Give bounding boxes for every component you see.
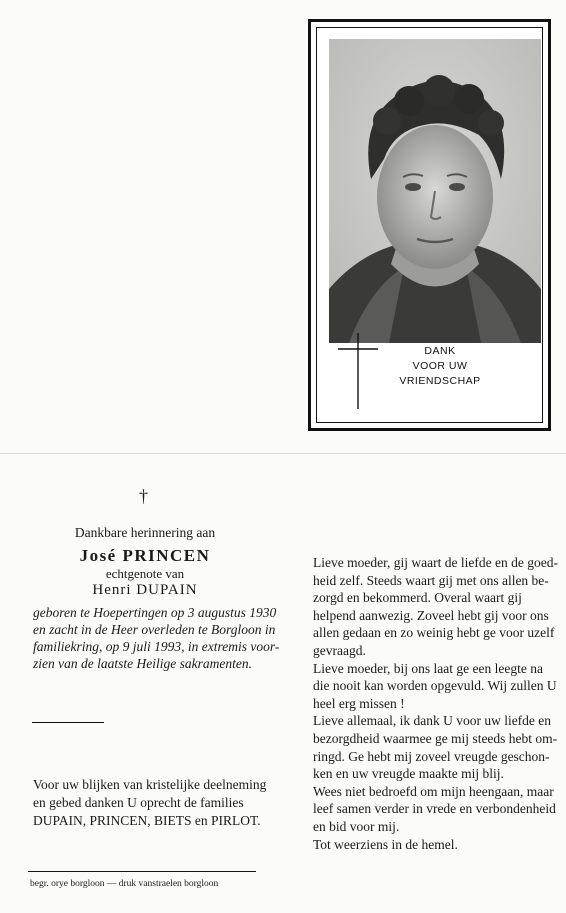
poem-line: Lieve moeder, gij waart de liefde en de goed-	[313, 555, 558, 570]
poem-line: die nooit kan worden opgevuld. Wij zullen U	[313, 678, 557, 694]
poem-line: helpend aanwezig. Zoveel hebt gij voor ons	[313, 607, 549, 623]
thanks-caption	[384, 344, 496, 389]
poem-line: gevraagd.	[313, 642, 366, 658]
poem-line: ken en uw vreugde maakte mij blij.	[313, 766, 504, 782]
poem-line: leef samen verder in vrede en verbondenheid	[313, 801, 556, 817]
birth-line: geboren te Hoepertingen op 3 augustus 1930	[33, 605, 277, 620]
portrait-photo	[329, 39, 541, 343]
thanks-line: Voor uw blijken van kristelijke deelneming	[33, 777, 267, 792]
portrait-illustration	[329, 39, 541, 343]
poem-line: bezorgdheid waarmee ge mij steeds hebt om-	[313, 730, 558, 746]
footer-divider	[28, 871, 256, 872]
poem-line: Lieve moeder, bij ons laat ge een leegte na	[313, 660, 543, 676]
deceased-name: José PRINCEN	[79, 546, 211, 565]
birth-line: familiekring, op 9 juli 1993, in extremis voor-	[33, 639, 280, 654]
spouse-name: Henri DUPAIN	[92, 582, 198, 598]
printer-credits: begr. orye borgloon — druk vanstraelen borgloon	[30, 879, 219, 889]
divider	[32, 722, 104, 723]
spouse-intro: echtgenote van	[105, 566, 185, 581]
poem-line: en bid voor mij.	[313, 818, 400, 834]
thanks-line: en gebed danken U oprecht de families	[33, 795, 244, 810]
poem-line: Tot weerziens in de hemel.	[313, 836, 458, 852]
poem-line: ringd. Ge hebt mij zoveel vreugde geschon-	[313, 748, 550, 764]
caption-line: VRIENDSCHAP	[399, 375, 481, 387]
caption-line: DANK	[424, 345, 456, 357]
poem-line: allen gedaan en zo weinig hebt ge voor uzelf	[313, 625, 555, 641]
family-thanks	[33, 776, 268, 830]
fold-line	[0, 453, 566, 454]
thanks-line: DUPAIN, PRINCEN, BIETS en PIRLOT.	[33, 813, 261, 828]
poem-line: heid zelf. Steeds waart gij met ons allen be-	[313, 572, 549, 588]
birth-death-text	[33, 604, 280, 672]
poem-line: heel erg missen !	[313, 695, 405, 711]
farewell-text	[313, 554, 558, 853]
poem-line: zorgd en bekommerd. Overal waart gij	[313, 590, 522, 606]
caption-line: VOOR UW	[412, 360, 468, 372]
birth-line: zien van de laatste Heilige sakramenten.	[33, 656, 252, 671]
remembrance-intro: Dankbare herinnering aan	[74, 525, 216, 540]
cross-icon	[338, 333, 378, 409]
dagger-cross-icon: †	[139, 486, 148, 506]
poem-line: Wees niet bedroefd om mijn heengaan, maar	[313, 783, 554, 799]
poem-line: Lieve allemaal, ik dank U voor uw liefde en	[313, 713, 552, 729]
birth-line: en zacht in de Heer overleden te Borgloon in	[33, 622, 276, 637]
